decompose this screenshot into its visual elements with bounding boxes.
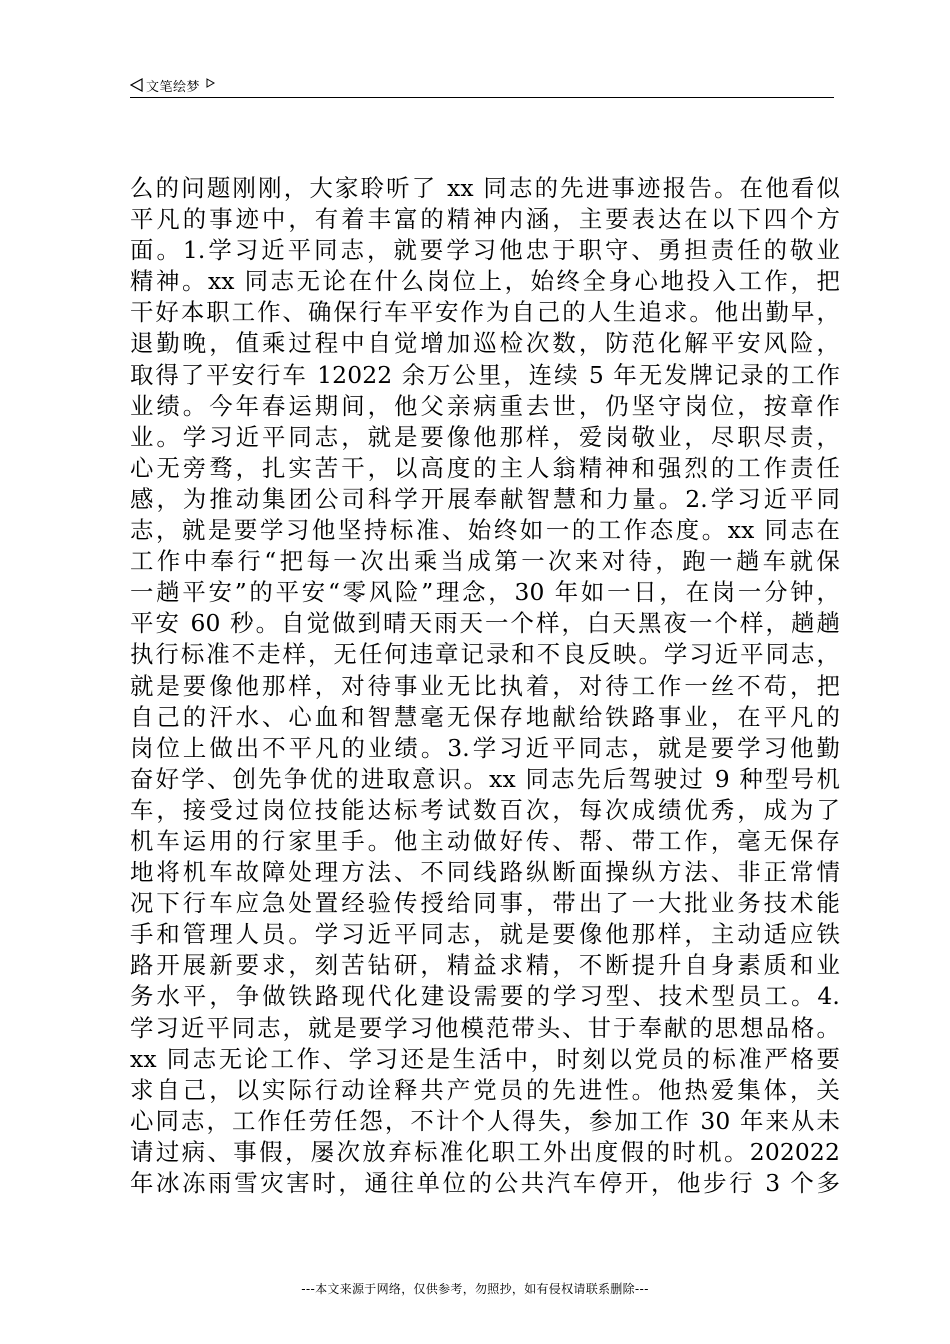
body-line: 年冰冻雨雪灾害时，通往单位的公共汽车停开，他步行 3 个多 bbox=[130, 1169, 840, 1197]
body-line: 感，为推动集团公司科学开展奉献智慧和力量。2.学习近平同 bbox=[130, 484, 840, 513]
body-line: 心同志，工作任劳任怨，不计个人得失，参加工作 30 年来从未 bbox=[130, 1106, 840, 1135]
body-line: 求自己，以实际行动诠释共产党员的先进性。他热爱集体，关 bbox=[130, 1075, 840, 1104]
body-line: 手和管理人员。学习近平同志，就是要像他那样，主动适应铁 bbox=[130, 920, 840, 949]
right-triangle-icon bbox=[206, 78, 215, 88]
body-line: 精神。xx 同志无论在什么岗位上，始终全身心地投入工作，把 bbox=[130, 267, 840, 296]
body-line: 况下行车应急处置经验传授给同事，带出了一大批业务技术能 bbox=[130, 889, 840, 918]
document-body bbox=[130, 173, 840, 1199]
body-line: 工作中奉行“把每一次出乘当成第一次来对待，跑一趟车就保 bbox=[130, 547, 840, 576]
body-line: 业绩。今年春运期间，他父亲病重去世，仍坚守岗位，按章作 bbox=[130, 391, 840, 420]
header-brand-text: 文笔绘梦 bbox=[146, 79, 201, 95]
body-line: 就是要像他那样，对待事业无比执着，对待工作一丝不苟，把 bbox=[130, 671, 840, 700]
body-line: 干好本职工作、确保行车平安作为自己的人生追求。他出勤早， bbox=[130, 298, 840, 327]
body-line: 自己的汗水、心血和智慧毫无保存地献给铁路事业，在平凡的 bbox=[130, 702, 840, 731]
body-line: 一趟平安”的平安“零风险”理念，30 年如一日，在岗一分钟， bbox=[130, 578, 840, 607]
body-line: 取得了平安行车 12022 余万公里，连续 5 年无发牌记录的工作 bbox=[130, 360, 840, 389]
page-header bbox=[130, 74, 834, 96]
left-triangle-icon bbox=[130, 78, 143, 92]
body-line: 退勤晚，值乘过程中自觉增加巡检次数，防范化解平安风险， bbox=[130, 329, 840, 358]
body-line: 么的问题刚刚，大家聆听了 xx 同志的先进事迹报告。在他看似 bbox=[130, 174, 840, 202]
body-line: xx 同志无论工作、学习还是生活中，时刻以党员的标准严格要 bbox=[130, 1044, 840, 1073]
body-line: 机车运用的行家里手。他主动做好传、帮、带工作，毫无保存 bbox=[130, 826, 840, 855]
body-line: 岗位上做出不平凡的业绩。3.学习近平同志，就是要学习他勤 bbox=[130, 733, 840, 762]
body-line: 路开展新要求，刻苦钻研，精益求精，不断提升自身素质和业 bbox=[130, 951, 840, 980]
header-brand bbox=[130, 74, 215, 96]
body-line: 平安 60 秒。自觉做到晴天雨天一个样，白天黑夜一个样，趟趟 bbox=[130, 609, 840, 638]
page-footer: ---本文来源于网络，仅供参考，勿照抄，如有侵权请联系删除--- bbox=[301, 1282, 649, 1296]
body-line: 心无旁骛，扎实苦干，以高度的主人翁精神和强烈的工作责任 bbox=[130, 453, 840, 482]
body-line: 车，接受过岗位技能达标考试数百次，每次成绩优秀，成为了 bbox=[130, 795, 840, 824]
header-divider bbox=[130, 97, 834, 98]
body-line: 业。学习近平同志，就是要像他那样，爱岗敬业，尽职尽责， bbox=[130, 422, 840, 451]
body-line: 务水平，争做铁路现代化建设需要的学习型、技术型员工。4. bbox=[130, 982, 840, 1011]
body-line: 地将机车故障处理方法、不同线路纵断面操纵方法、非正常情 bbox=[130, 858, 840, 887]
body-line: 志，就是要学习他坚持标准、始终如一的工作态度。xx 同志在 bbox=[130, 516, 840, 545]
body-line: 面。1.学习近平同志，就要学习他忠于职守、勇担责任的敬业 bbox=[130, 236, 840, 265]
body-line: 平凡的事迹中，有着丰富的精神内涵，主要表达在以下四个方 bbox=[130, 205, 840, 234]
body-line: 执行标准不走样，无任何违章记录和不良反映。学习近平同志， bbox=[130, 640, 840, 669]
body-line: 奋好学、创先争优的进取意识。xx 同志先后驾驶过 9 种型号机 bbox=[130, 764, 840, 793]
body-line: 学习近平同志，就是要学习他模范带头、甘于奉献的思想品格。 bbox=[130, 1013, 840, 1042]
body-line: 请过病、事假，屡次放弃标准化职工外出度假的时机。202022 bbox=[130, 1137, 840, 1166]
